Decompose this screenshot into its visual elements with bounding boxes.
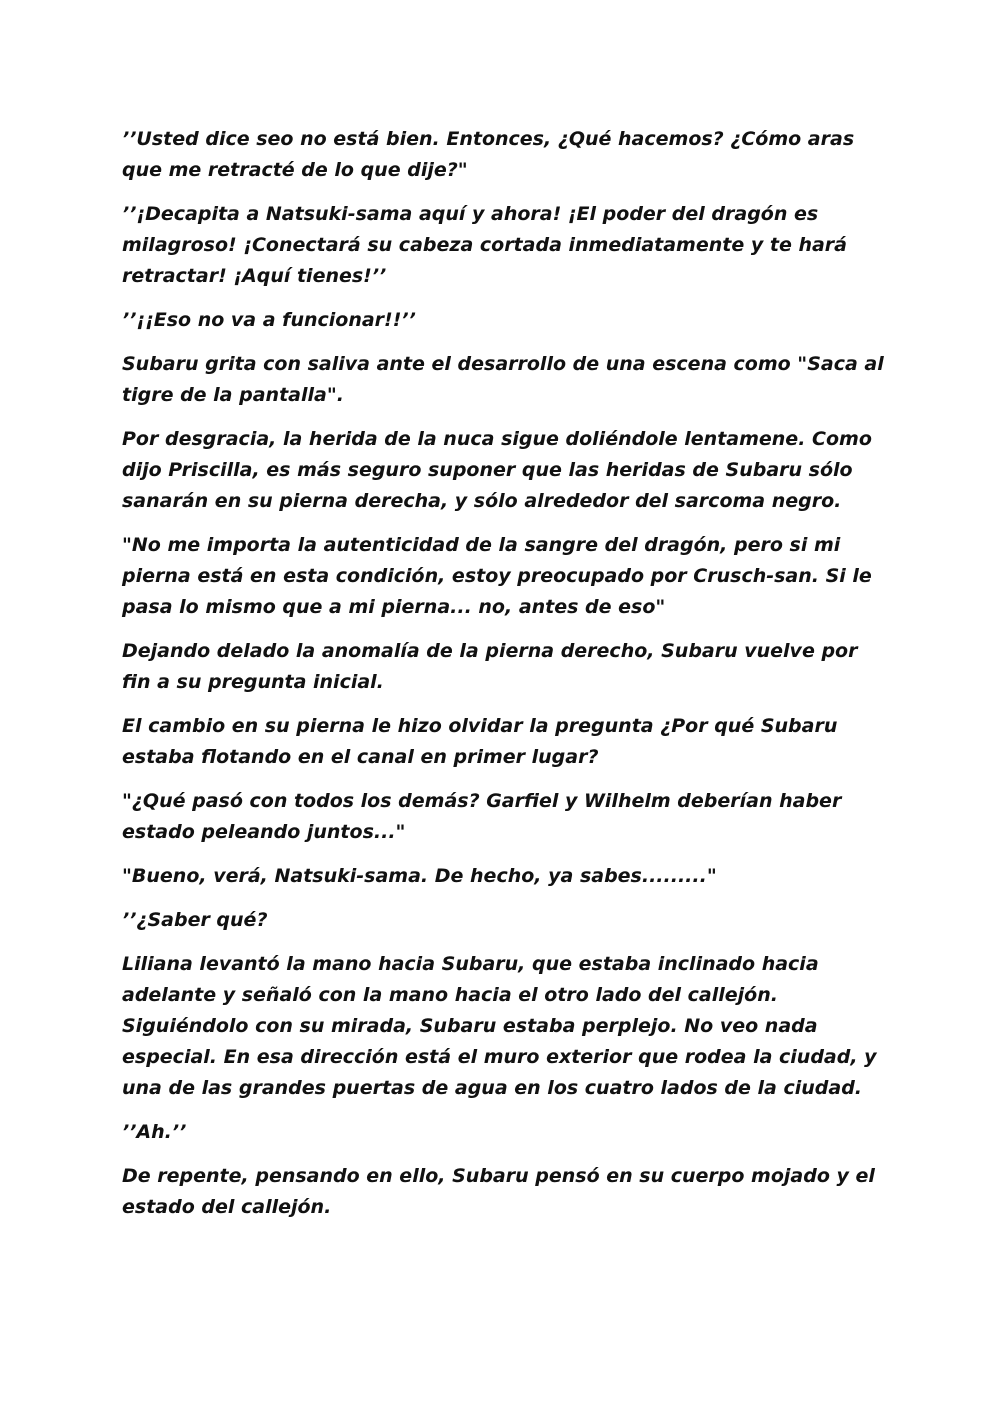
- document-body: [122, 124, 892, 1236]
- paragraph: Por desgracia, la herida de la nuca sigue doliéndole lentamene. Como dijo Priscilla, es más seguro suponer que las heridas de Subaru sólo sanarán en su pierna derecha, y sólo alrededor del sarcoma negro.: [122, 428, 872, 512]
- paragraph: ’’Usted dice seo no está bien. Entonces, ¿Qué hacemos? ¿Cómo aras que me retracté de lo que dije?": [122, 128, 855, 181]
- paragraph: El cambio en su pierna le hizo olvidar la pregunta ¿Por qué Subaru estaba flotando en el canal en primer lugar?: [122, 715, 838, 768]
- paragraph: Dejando delado la anomalía de la pierna derecho, Subaru vuelve por fin a su pregunta inicial.: [122, 640, 858, 693]
- paragraph: ’’¡¡Eso no va a funcionar!!’’: [122, 309, 416, 331]
- paragraph: Liliana levantó la mano hacia Subaru, que estaba inclinado hacia adelante y señaló con la mano hacia el otro lado del callejón. Siguiéndolo con su mirada, Subaru estaba perplejo. No veo nada especial. En esa dirección está el muro exterior que rodea la ciudad, y una de las grandes puertas de agua en los cuatro lados de la ciudad.: [122, 953, 877, 1099]
- paragraph: ’’Ah.’’: [122, 1121, 187, 1143]
- paragraph: "Bueno, verá, Natsuki-sama. De hecho, ya sabes.........": [122, 865, 717, 887]
- paragraph: "¿Qué pasó con todos los demás? Garfiel y Wilhelm deberían haber estado peleando juntos...": [122, 790, 842, 843]
- paragraph: "No me importa la autenticidad de la sangre del dragón, pero si mi pierna está en esta condición, estoy preocupado por Crusch-san. Si le pasa lo mismo que a mi pierna... no, antes de eso": [122, 534, 872, 618]
- paragraph: ’’¿Saber qué?: [122, 909, 268, 931]
- paragraph: De repente, pensando en ello, Subaru pensó en su cuerpo mojado y el estado del callejón.: [122, 1165, 875, 1218]
- paragraph: Subaru grita con saliva ante el desarrollo de una escena como "Saca al tigre de la pantalla".: [122, 353, 884, 406]
- paragraph: ’’¡Decapita a Natsuki-sama aquí y ahora! ¡El poder del dragón es milagroso! ¡Conectará su cabeza cortada inmediatamente y te hará retractar! ¡Aquí tienes!’’: [122, 203, 847, 287]
